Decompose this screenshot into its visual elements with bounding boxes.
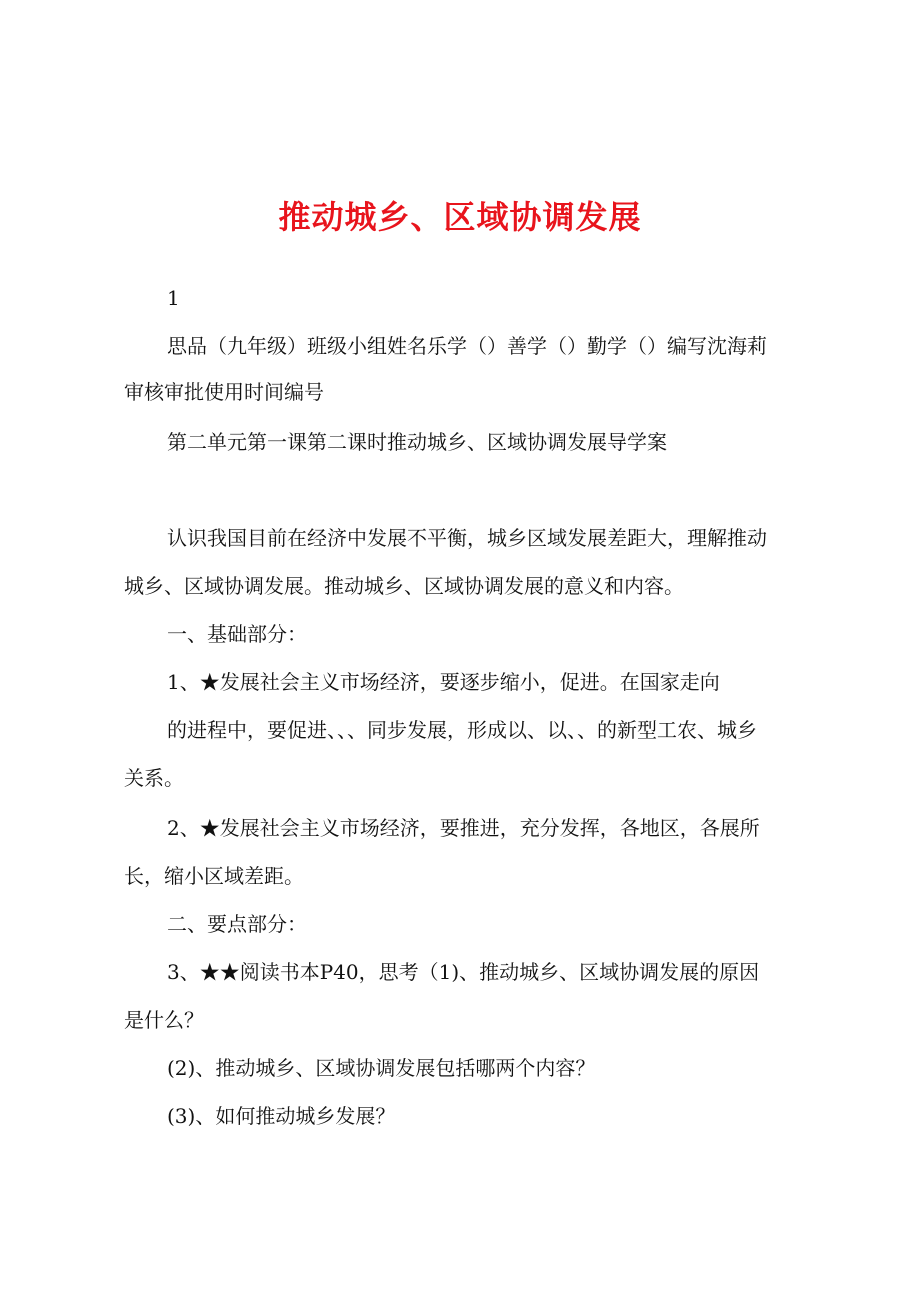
- document-title: 推动城乡、区域协调发展: [278, 198, 642, 236]
- question-3-sub-3: (3)、如何推动城乡发展？: [167, 1104, 396, 1128]
- page-number: 1: [167, 286, 180, 310]
- header-line-class-info: 思品（九年级）班级小组姓名乐学（）善学（）勤学（）编写沈海莉: [167, 334, 767, 358]
- header-line-review: 审核审批使用时间编号: [124, 380, 324, 404]
- lesson-subtitle: 第二单元第一课第二课时推动城乡、区域协调发展导学案: [167, 430, 667, 454]
- question-3-sub-2: (2)、推动城乡、区域协调发展包括哪两个内容？: [167, 1056, 596, 1080]
- objective-line-1: 认识我国目前在经济中发展不平衡，城乡区域发展差距大，理解推动: [167, 526, 767, 550]
- question-3-line-1: 3、★★阅读书本P40，思考（1)、推动城乡、区域协调发展的原因: [167, 960, 760, 984]
- question-3-line-2: 是什么？: [124, 1008, 204, 1032]
- question-1-line-3: 关系。: [124, 766, 184, 790]
- question-1-line-2: 的进程中，要促进、、、同步发展，形成以、以、、的新型工农、城乡: [167, 718, 757, 742]
- question-1-line-1: 1、★发展社会主义市场经济，要逐步缩小，促进。在国家走向: [167, 670, 720, 694]
- objective-line-2: 城乡、区域协调发展。推动城乡、区域协调发展的意义和内容。: [124, 574, 684, 598]
- question-2-line-2: 长，缩小区域差距。: [124, 864, 304, 888]
- section-heading-key: 二、要点部分：: [167, 912, 307, 936]
- question-2-line-1: 2、★发展社会主义市场经济，要推进，充分发挥，各地区，各展所: [167, 816, 760, 840]
- section-heading-basic: 一、基础部分：: [167, 622, 307, 646]
